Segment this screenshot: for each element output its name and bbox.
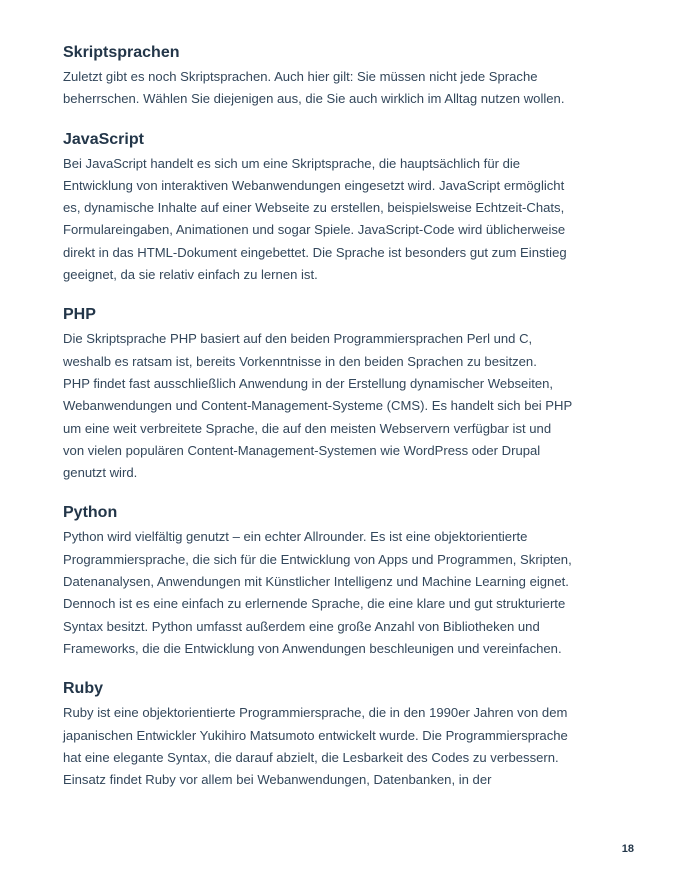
section-body: Zuletzt gibt es noch Skriptsprachen. Auch hier gilt: Sie müssen nicht jede Sprache beherrschen. Wählen Sie diejenigen aus, die Sie auch wirklich im Alltag nutzen wollen.	[63, 69, 565, 107]
section-heading: JavaScript	[63, 130, 144, 148]
section-javascript	[63, 129, 623, 287]
document-page	[63, 42, 623, 809]
section-heading: PHP	[63, 306, 96, 324]
section-heading: Skriptsprachen	[63, 44, 180, 61]
section-ruby	[63, 678, 623, 791]
section-body: Bei JavaScript handelt es sich um eine Skriptsprache, die hauptsächlich für die Entwicklung von interaktiven Webanwendungen eingesetzt wird. JavaScript ermöglicht es, dynamische Inhalte auf einer Webseite zu erstellen, beispielsweise Echtzeit-Chats, Formulareingaben, Animationen und sogar Spiele. JavaScript-Code wird üblicherweise direkt in das HTML-Dokument eingebettet. Die Sprache ist besonders gut zum Einstieg geeignet, da sie relativ einfach zu lernen ist.	[63, 155, 567, 283]
section-php	[63, 304, 623, 484]
section-skriptsprachen	[63, 42, 623, 111]
section-heading: Python	[63, 504, 118, 522]
section-heading: Ruby	[63, 680, 103, 698]
section-body: Ruby ist eine objektorientierte Programmiersprache, die in den 1990er Jahren von dem japanischen Entwickler Yukihiro Matsumoto entwickelt wurde. Die Programmiersprache hat eine elegante Syntax, die darauf abzielt, die Lesbarkeit des Codes zu verbessern. Einsatz findet Ruby vor allem bei Webanwendungen, Datenbanken, in der	[63, 705, 568, 788]
section-body: Python wird vielfältig genutzt – ein echter Allrounder. Es ist eine objektorientierte Programmiersprache, die sich für die Entwicklung von Apps und Programmen, Skripten, Datenanalysen, Anwendungen mit Künstlicher Intelligenz und Machine Learning eignet. Dennoch ist es eine einfach zu erlernende Sprache, die eine klare und gut strukturierte Syntax besitzt. Python umfasst außerdem eine große Anzahl von Bibliotheken und Frameworks, die die Entwicklung von Anwendungen beschleunigen und vereinfachen.	[63, 529, 572, 656]
section-python	[63, 502, 623, 660]
page-number: 18	[621, 843, 634, 855]
section-body: Die Skriptsprache PHP basiert auf den beiden Programmiersprachen Perl und C, weshalb es ratsam ist, bereits Vorkenntnisse in den beiden Sprachen zu besitzen. PHP findet fast ausschließlich Anwendung in der Erstellung dynamischer Webseiten, Webanwendungen und Content-Management-Systeme (CMS). Es handelt sich bei PHP um eine weit verbreitete Sprache, die auf den meisten Webservern verfügbar ist und von vielen populären Content-Management-Systemen wie WordPress oder Drupal genutzt wird.	[63, 331, 573, 481]
